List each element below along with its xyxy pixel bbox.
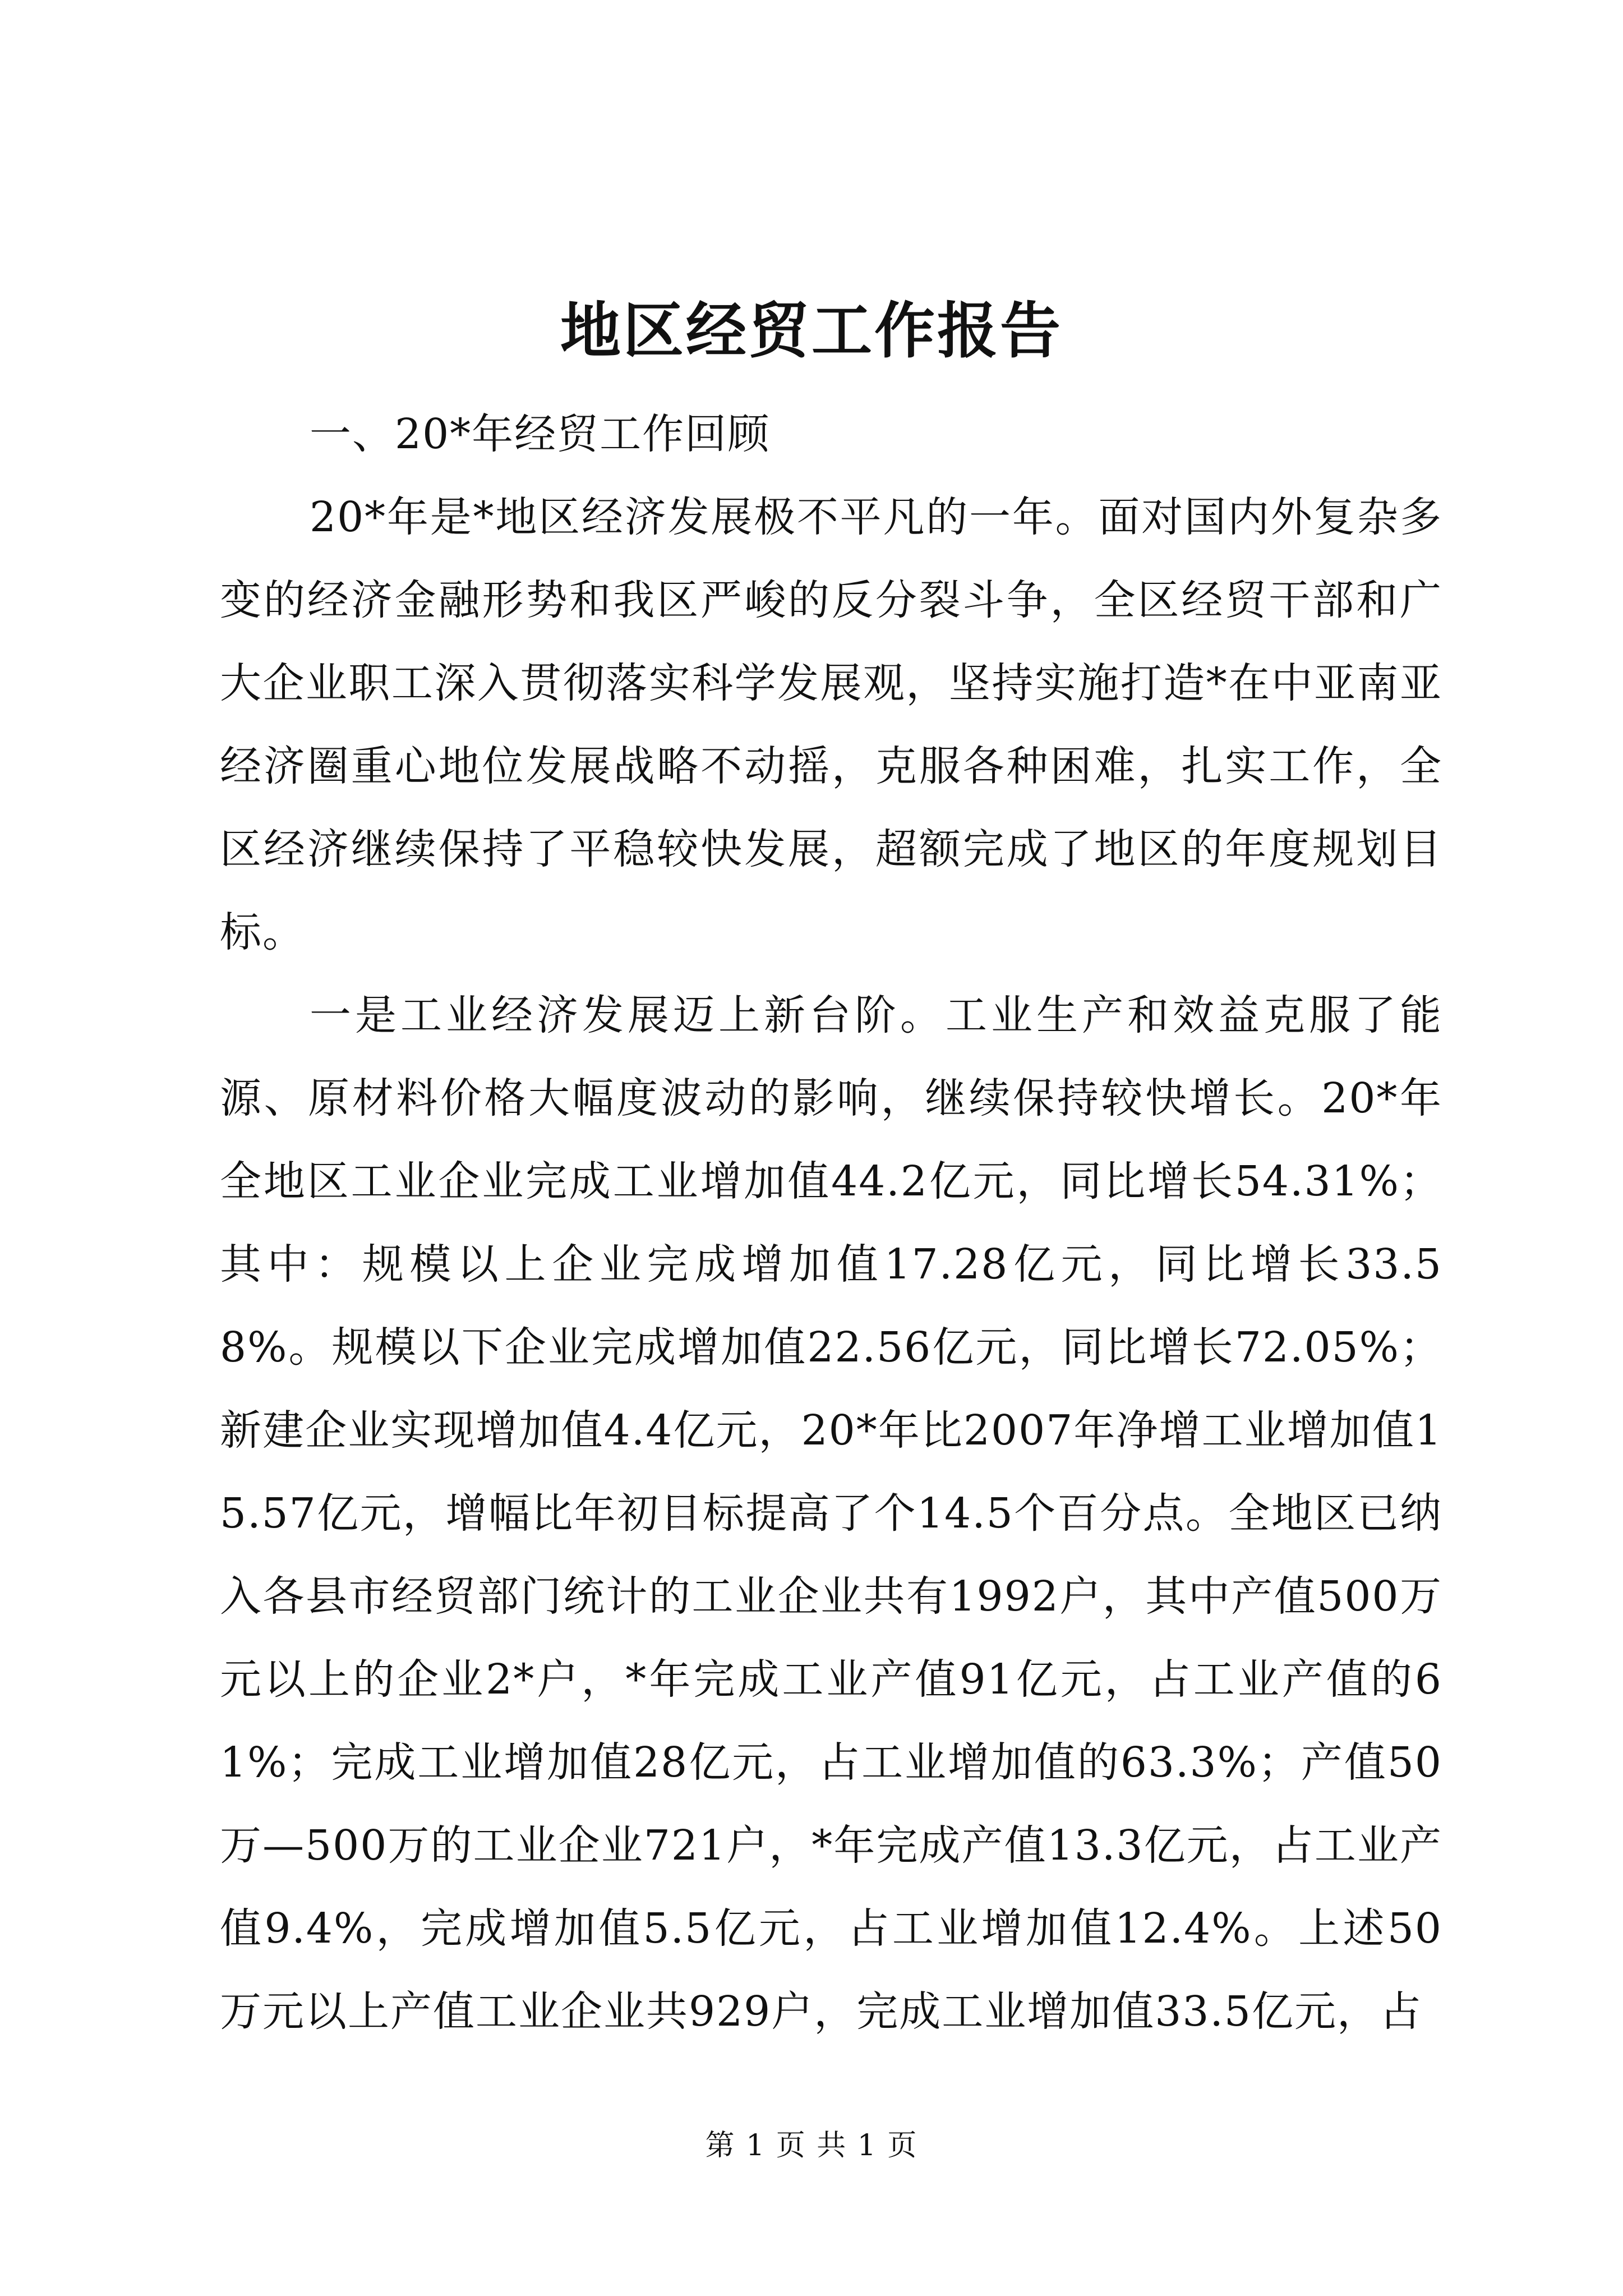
document-body: [220, 393, 1442, 2053]
section-heading: 一、20*年经贸工作回顾: [310, 410, 771, 458]
paragraph-industry: 一是工业经济发展迈上新台阶。工业生产和效益克服了能源、原材料价格大幅度波动的影响，继续保持较快增长。20*年全地区工业企业完成工业增加值44.2亿元，同比增长54.31%；其中：规模以上企业完成增加值17.28亿元，同比增长33.58%。规模以下企业完成增加值22.56亿元，同比增长72.05%；新建企业实现增加值4.4亿元，20*年比2007年净增工业增加值15.57亿元，增幅比年初目标提高了个14.5个百分点。全地区已纳入各县市经贸部门统计的工业企业共有1992户，其中产值500万元以上的企业2*户，*年完成工业产值91亿元，占工业产值的61%；完成工业增加值28亿元，占工业增加值的63.3%；产值50万—500万的工业企业721户，*年完成产值13.3亿元，占工业产值9.4%，完成增加值5.5亿元，占工业增加值12.4%。上述50万元以上产值工业企业共929户，完成工业增加值33.5亿元，占: [220, 991, 1442, 2036]
page-footer: 第 1 页 共 1 页: [705, 2129, 918, 2162]
document-title: 地区经贸工作报告: [560, 296, 1063, 366]
paragraph-overview: 20*年是*地区经济发展极不平凡的一年。面对国内外复杂多变的经济金融形势和我区严峻的反分裂斗争，全区经贸干部和广大企业职工深入贯彻落实科学发展观，坚持实施打造*在中亚南亚经济圈重心地位发展战略不动摇，克服各种困难，扎实工作，全区经济继续保持了平稳较快发展，超额完成了地区的年度规划目标。: [220, 493, 1442, 956]
